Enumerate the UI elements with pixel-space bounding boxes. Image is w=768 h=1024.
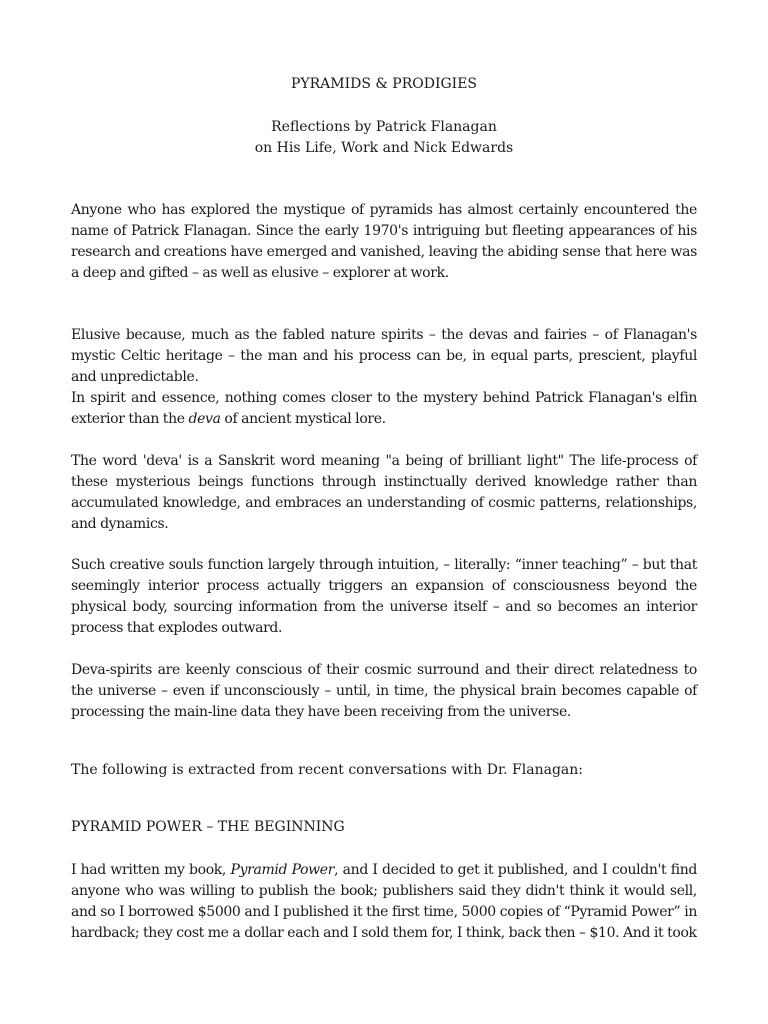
- paragraph-8-text-end: , and I decided to get it published, and I couldn't find anyone who was willing to publish the book; publishers said they didn't think it would sell, and so I borrowed $5000 and I published it the first time, 5000 copies of “Pyramid Power” in hardback; they cost me a dollar each and I sold them for, I think, back then – $10. And it took: [71, 862, 698, 941]
- paragraph-4: The word 'deva' is a Sanskrit word meaning "a being of brilliant light" The life-process of these mysterious beings functions through instinctually derived knowledge rather than accumulated knowledge, and embraces an understanding of cosmic patterns, relationships, and dynamics.: [71, 453, 697, 532]
- paragraph-8-text-start: I had written my book,: [71, 862, 231, 878]
- paragraph-8-italic: Pyramid Power: [230, 862, 335, 878]
- subtitle-line-2: on His Life, Work and Nick Edwards: [254, 140, 514, 156]
- document-title: PYRAMIDS & PRODIGIES: [290, 76, 478, 92]
- subtitle-line-1: Reflections by Patrick Flanagan: [271, 119, 497, 135]
- section-heading: PYRAMID POWER – THE BEGINNING: [71, 819, 345, 835]
- paragraph-3-italic: deva: [188, 411, 221, 427]
- paragraph-3-text-end: of ancient mystical lore.: [220, 411, 386, 427]
- paragraph-3: [71, 388, 697, 430]
- paragraph-6: Deva-spirits are keenly conscious of their cosmic surround and their direct relatedness to the universe – even if unconsciously – until, in time, the physical brain becomes capable of processing the main-line data they have been receiving from the universe.: [71, 662, 697, 720]
- paragraph-2: Elusive because, much as the fabled nature spirits – the devas and fairies – of Flanagan's mystic Celtic heritage – the man and his process can be, in equal parts, prescient, playful and unpredictable.: [71, 327, 697, 385]
- paragraph-5: Such creative souls function largely through intuition, – literally: “inner teaching” – but that seemingly interior process actually triggers an expansion of consciousness beyond the physical body, sourcing information from the universe itself – and so becomes an interior process that explodes outward.: [71, 557, 697, 636]
- paragraph-8: [71, 860, 697, 944]
- paragraph-3-text-start: In spirit and essence, nothing comes closer to the mystery behind Patrick Flanagan's elfin exterior than the: [71, 390, 697, 427]
- paragraph-7: The following is extracted from recent conversations with Dr. Flanagan:: [71, 762, 583, 778]
- paragraph-1: Anyone who has explored the mystique of pyramids has almost certainly encountered the name of Patrick Flanagan. Since the early 1970's intriguing but fleeting appearances of his research and creations have emerged and vanished, leaving the abiding sense that here was a deep and gifted – as well as elusive – explorer at work.: [71, 202, 697, 281]
